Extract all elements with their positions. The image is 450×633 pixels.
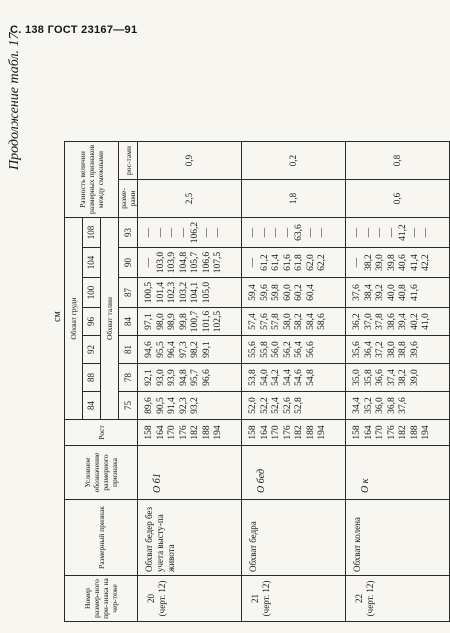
unit-label: см	[52, 311, 63, 322]
measurement-value: 93,2	[190, 397, 200, 414]
measurement-value: 98,9	[167, 313, 177, 330]
measurement-value: 55,6	[248, 341, 258, 358]
height-value: 158	[144, 425, 154, 440]
height-value: 158	[248, 425, 258, 440]
size-column-cell	[242, 278, 346, 308]
header-diff: Разность величин размерных признаков между смежными	[65, 142, 119, 218]
diff-height-cell	[242, 142, 346, 180]
measurement-value: 61,6	[282, 254, 293, 271]
measurement-value: 36,2	[352, 313, 362, 330]
measurement-value: 39,4	[398, 313, 408, 330]
table-row	[138, 142, 242, 622]
measurement-value: 107,5	[213, 251, 223, 274]
measurement-value	[213, 394, 225, 417]
header-height: Рост	[65, 420, 138, 446]
measurement-value: 96,6	[201, 369, 212, 386]
measurement-value: 103,2	[178, 281, 189, 304]
height-value: 176	[282, 425, 293, 440]
measurement-value: 53,8	[248, 369, 258, 386]
diff-height-value: 0,2	[288, 154, 298, 167]
diff-size-cell	[346, 180, 450, 218]
diff-height-cell	[346, 142, 450, 180]
measurement-value: 63,6	[294, 224, 304, 241]
measurement-value: 101,6	[201, 310, 212, 333]
size-column-cell	[138, 364, 242, 392]
header-chest-84: 84	[83, 392, 101, 420]
row-sign-cell	[138, 500, 242, 576]
measurement-value: 59,8	[271, 284, 281, 301]
row-figure-ref: (черт. 12)	[157, 580, 167, 617]
measurement-value: 38,8	[398, 341, 408, 358]
measurement-value: 97,3	[178, 341, 189, 358]
measurement-value: 52,8	[294, 397, 304, 414]
header-waist-75: 75	[119, 392, 138, 420]
height-value: 182	[294, 425, 304, 440]
measurement-value: 56,0	[271, 341, 281, 358]
measurement-value	[421, 338, 433, 361]
measurement-value	[421, 394, 433, 417]
row-heights-cell	[138, 420, 242, 446]
measurement-value: —	[155, 227, 166, 238]
measurement-value: 89,6	[144, 397, 154, 414]
measurement-value: 105,7	[190, 251, 200, 274]
measurement-value: 61,8	[294, 254, 304, 271]
measurement-value: 41,2	[398, 224, 408, 241]
size-column-cell	[138, 278, 242, 308]
row-notation: О б1	[152, 473, 163, 493]
measurement-value: —	[386, 227, 397, 238]
row-number-cell	[242, 576, 346, 622]
header-waist-81: 81	[119, 336, 138, 364]
measurement-value: 98,2	[190, 341, 200, 358]
header-waist-84: 84	[119, 308, 138, 336]
measurement-value: 38,6	[386, 313, 397, 330]
height-value: 164	[259, 425, 270, 440]
row-notation-cell	[138, 446, 242, 500]
measurement-value: 97,1	[144, 313, 154, 330]
measurement-value: —	[317, 227, 327, 238]
header-chest-96: 96	[83, 308, 101, 336]
height-value: 188	[201, 425, 212, 440]
measurement-value: 56,6	[305, 341, 316, 358]
measurement-value: 102,5	[213, 310, 223, 333]
size-column-cell	[346, 278, 450, 308]
measurement-value: 58,4	[305, 313, 316, 330]
size-column-cell	[138, 308, 242, 336]
measurement-value: 36,0	[375, 397, 385, 414]
header-waist-93: 93	[119, 218, 138, 248]
measurement-value: 37,6	[352, 284, 362, 301]
measurement-value: —	[363, 227, 374, 238]
measurement-value: 94,6	[144, 341, 154, 358]
height-value: 194	[213, 425, 223, 440]
measurement-value: 103,0	[155, 251, 166, 274]
height-value: 188	[305, 425, 316, 440]
table-row	[346, 142, 450, 622]
measurement-value: 104,1	[190, 281, 200, 304]
measurement-value: 92,1	[144, 369, 154, 386]
measurement-value: —	[352, 227, 362, 238]
measurement-value	[306, 394, 318, 417]
measurement-value: 38,4	[363, 284, 374, 301]
measurement-value: 93,0	[155, 369, 166, 386]
measurement-value: 96,4	[167, 341, 177, 358]
measurement-value: 104,8	[178, 251, 189, 274]
measurement-value: —	[409, 227, 420, 238]
height-value: 170	[167, 425, 177, 440]
measurement-value: 54,2	[271, 369, 281, 386]
height-value: 188	[409, 425, 420, 440]
header-waist-78: 78	[119, 364, 138, 392]
size-column-cell	[138, 336, 242, 364]
measurement-value: 95,7	[190, 369, 200, 386]
measurement-value: 38,2	[363, 254, 374, 271]
row-number: 22	[354, 594, 364, 603]
size-column-cell	[242, 218, 346, 248]
height-value: 164	[155, 425, 166, 440]
size-column-cell	[242, 392, 346, 420]
row-sign-cell	[242, 500, 346, 576]
measurement-value: 54,6	[294, 369, 304, 386]
measurement-value: —	[282, 227, 293, 238]
diff-size-cell	[138, 180, 242, 218]
measurement-value	[410, 394, 422, 417]
row-figure-ref: (черт. 12)	[365, 580, 375, 617]
measurement-value: 34,4	[352, 397, 362, 414]
measurement-value: —	[144, 257, 154, 268]
size-column-cell	[242, 364, 346, 392]
measurement-value: 105,0	[201, 281, 212, 304]
measurement-value: —	[271, 227, 281, 238]
height-value: 176	[386, 425, 397, 440]
height-value: 164	[363, 425, 374, 440]
measurement-value: 99,1	[201, 341, 212, 358]
measurement-value: 57,4	[248, 313, 258, 330]
measurement-value: —	[375, 227, 385, 238]
measurement-value: 42,2	[421, 254, 431, 271]
measurement-value: 60,0	[282, 284, 293, 301]
measurement-value: 38,2	[398, 369, 408, 386]
header-waist-group: Обхват талии	[101, 218, 119, 420]
size-column-cell	[138, 218, 242, 248]
row-figure-ref: (черт. 12)	[261, 580, 271, 617]
measurement-value: 54,8	[305, 369, 316, 386]
measurement-value: 38,0	[386, 341, 397, 358]
size-column-cell	[346, 364, 450, 392]
diff-size-cell	[242, 180, 346, 218]
table-caption: Продолжение табл. 17	[7, 32, 22, 170]
height-value: 170	[271, 425, 281, 440]
diff-height-value: 0,8	[392, 154, 402, 167]
measurement-value: 102,3	[167, 281, 177, 304]
measurement-value	[213, 280, 225, 305]
measurement-value: 56,2	[282, 341, 293, 358]
diff-size-value: 1,8	[288, 192, 298, 205]
measurement-value: —	[352, 257, 362, 268]
measurement-value: 98,0	[155, 313, 166, 330]
measurement-value: 62,2	[317, 254, 327, 271]
measurement-value: 93,9	[167, 369, 177, 386]
header-notation: Условное обозначение размерного признака	[65, 446, 138, 500]
measurement-value: 57,6	[259, 313, 270, 330]
measurement-value: 58,6	[317, 313, 327, 330]
header-chest-104: 104	[83, 248, 101, 278]
diff-height-value: 0,9	[184, 154, 194, 167]
measurement-value: —	[259, 227, 270, 238]
measurement-value	[213, 366, 225, 389]
measurement-value: 61,2	[259, 254, 270, 271]
header-chest-92: 92	[83, 336, 101, 364]
header-sign: Размерный признак	[65, 500, 138, 576]
measurement-value: —	[421, 227, 431, 238]
measurement-value: 59,6	[259, 284, 270, 301]
rotated-table-page	[4, 32, 431, 622]
measurement-value	[421, 280, 433, 305]
measurement-value: 60,4	[305, 284, 316, 301]
header-chest-88: 88	[83, 364, 101, 392]
measurement-value: —	[144, 227, 154, 238]
measurement-value: 37,8	[375, 313, 385, 330]
row-notation: О бед	[256, 469, 267, 493]
measurement-value: —	[178, 227, 189, 238]
measurement-value: 36,6	[375, 369, 385, 386]
measurement-value: 100,7	[190, 310, 200, 333]
size-column-cell	[346, 336, 450, 364]
measurement-value: 62,0	[305, 254, 316, 271]
height-value: 182	[398, 425, 408, 440]
measurement-value: 35,2	[363, 397, 374, 414]
measurement-value: 35,8	[363, 369, 374, 386]
header-chest-group: Обхват груди	[65, 218, 83, 420]
measurement-value: 41,0	[421, 313, 431, 330]
header-chest-108: 108	[83, 218, 101, 248]
measurement-value: 60,2	[294, 284, 304, 301]
measurement-value: 56,4	[294, 341, 304, 358]
row-number: 21	[250, 594, 260, 603]
measurement-value: 37,0	[363, 313, 374, 330]
measurement-value: 37,6	[398, 397, 408, 414]
measurement-value: 40,6	[398, 254, 408, 271]
measurement-value	[317, 366, 329, 389]
measurement-value: 39,2	[375, 284, 385, 301]
measurement-value: 95,5	[155, 341, 166, 358]
measurement-value: 40,2	[409, 313, 420, 330]
measurement-value: 39,8	[386, 254, 397, 271]
header-waist-87: 87	[119, 278, 138, 308]
measurement-value: 54,4	[282, 369, 293, 386]
row-sign: Обхват колена	[352, 517, 362, 572]
measurement-value: 52,0	[248, 397, 258, 414]
size-column-cell	[346, 308, 450, 336]
measurement-value	[421, 366, 433, 389]
row-notation-cell	[242, 446, 346, 500]
diff-height-cell	[138, 142, 242, 180]
measurement-value: 41,6	[409, 284, 420, 301]
measurement-value: —	[213, 227, 223, 238]
measurement-value: 101,4	[155, 281, 166, 304]
measurement-value: 58,0	[282, 313, 293, 330]
measurement-value: 54,0	[259, 369, 270, 386]
measurement-value: 39,0	[375, 254, 385, 271]
header-diff-size: разме-рами	[119, 180, 138, 218]
measurement-value	[202, 394, 214, 417]
measurement-value: 94,8	[178, 369, 189, 386]
measurement-value: 58,2	[294, 313, 304, 330]
measurement-value: —	[305, 227, 316, 238]
row-heights-cell	[346, 420, 450, 446]
height-value: 194	[317, 425, 327, 440]
measurement-value: —	[248, 257, 258, 268]
measurement-value: 37,4	[386, 369, 397, 386]
height-value: 176	[178, 425, 189, 440]
size-column-cell	[138, 392, 242, 420]
row-number-cell	[346, 576, 450, 622]
measurement-value: 100,5	[144, 281, 154, 304]
diff-size-value: 0,6	[392, 192, 402, 205]
row-sign: Обхват бедер без учета высту-па живота	[144, 506, 176, 572]
measurement-value: 39,6	[409, 341, 420, 358]
measurement-value: 90,5	[155, 397, 166, 414]
measurement-value: 55,8	[259, 341, 270, 358]
size-column-cell	[242, 308, 346, 336]
measurement-value: 36,4	[363, 341, 374, 358]
page-header: С. 138 ГОСТ 23167—91	[10, 24, 138, 36]
header-chest-100: 100	[83, 278, 101, 308]
measurement-value	[213, 338, 225, 361]
height-value: 194	[421, 425, 431, 440]
height-value: 170	[375, 425, 385, 440]
size-column-cell	[346, 218, 450, 248]
measurement-value: 106,6	[201, 251, 212, 274]
row-notation: О к	[360, 478, 371, 493]
row-sign-cell	[346, 500, 450, 576]
measurement-value: 99,8	[178, 313, 189, 330]
size-column-cell	[138, 248, 242, 278]
measurement-value: 52,4	[271, 397, 281, 414]
row-heights-cell	[242, 420, 346, 446]
measurement-value: —	[201, 227, 212, 238]
row-sign: Обхват бедра	[248, 521, 258, 572]
measurement-value: 40,0	[386, 284, 397, 301]
measurement-value: 92,3	[178, 397, 189, 414]
measurement-value: —	[248, 227, 258, 238]
diff-size-value: 2,5	[184, 192, 194, 205]
height-value: 158	[352, 425, 362, 440]
measurement-value: —	[167, 227, 177, 238]
measurement-value: 52,2	[259, 397, 270, 414]
row-number-cell	[138, 576, 242, 622]
header-diff-height: рос-тами	[119, 142, 138, 180]
measurement-value: 57,8	[271, 313, 281, 330]
measurement-value: 36,8	[386, 397, 397, 414]
size-column-cell	[242, 248, 346, 278]
size-column-cell	[242, 336, 346, 364]
row-notation-cell	[346, 446, 450, 500]
measurement-value: 59,4	[248, 284, 258, 301]
measurement-value	[317, 394, 329, 417]
measurement-value: 41,4	[409, 254, 420, 271]
measurement-value	[317, 338, 329, 361]
header-waist-90: 90	[119, 248, 138, 278]
measurement-value: 37,2	[375, 341, 385, 358]
measurement-value: 52,6	[282, 397, 293, 414]
table-row	[242, 142, 346, 622]
size-column-cell	[346, 248, 450, 278]
measurement-value	[317, 280, 329, 305]
measurement-value: 91,4	[167, 397, 177, 414]
measurement-value: 35,0	[352, 369, 362, 386]
header-num: Номер размер-ного при-знака на чер-теже	[65, 576, 138, 622]
size-table	[64, 141, 450, 622]
measurement-value: 40,8	[398, 284, 408, 301]
size-column-cell	[346, 392, 450, 420]
measurement-value: 103,9	[167, 251, 177, 274]
measurement-value: 39,0	[409, 369, 420, 386]
measurement-value: 61,4	[271, 254, 281, 271]
height-value: 182	[190, 425, 200, 440]
measurement-value: 35,6	[352, 341, 362, 358]
row-number: 20	[146, 594, 156, 603]
measurement-value: 106,2	[190, 221, 200, 244]
